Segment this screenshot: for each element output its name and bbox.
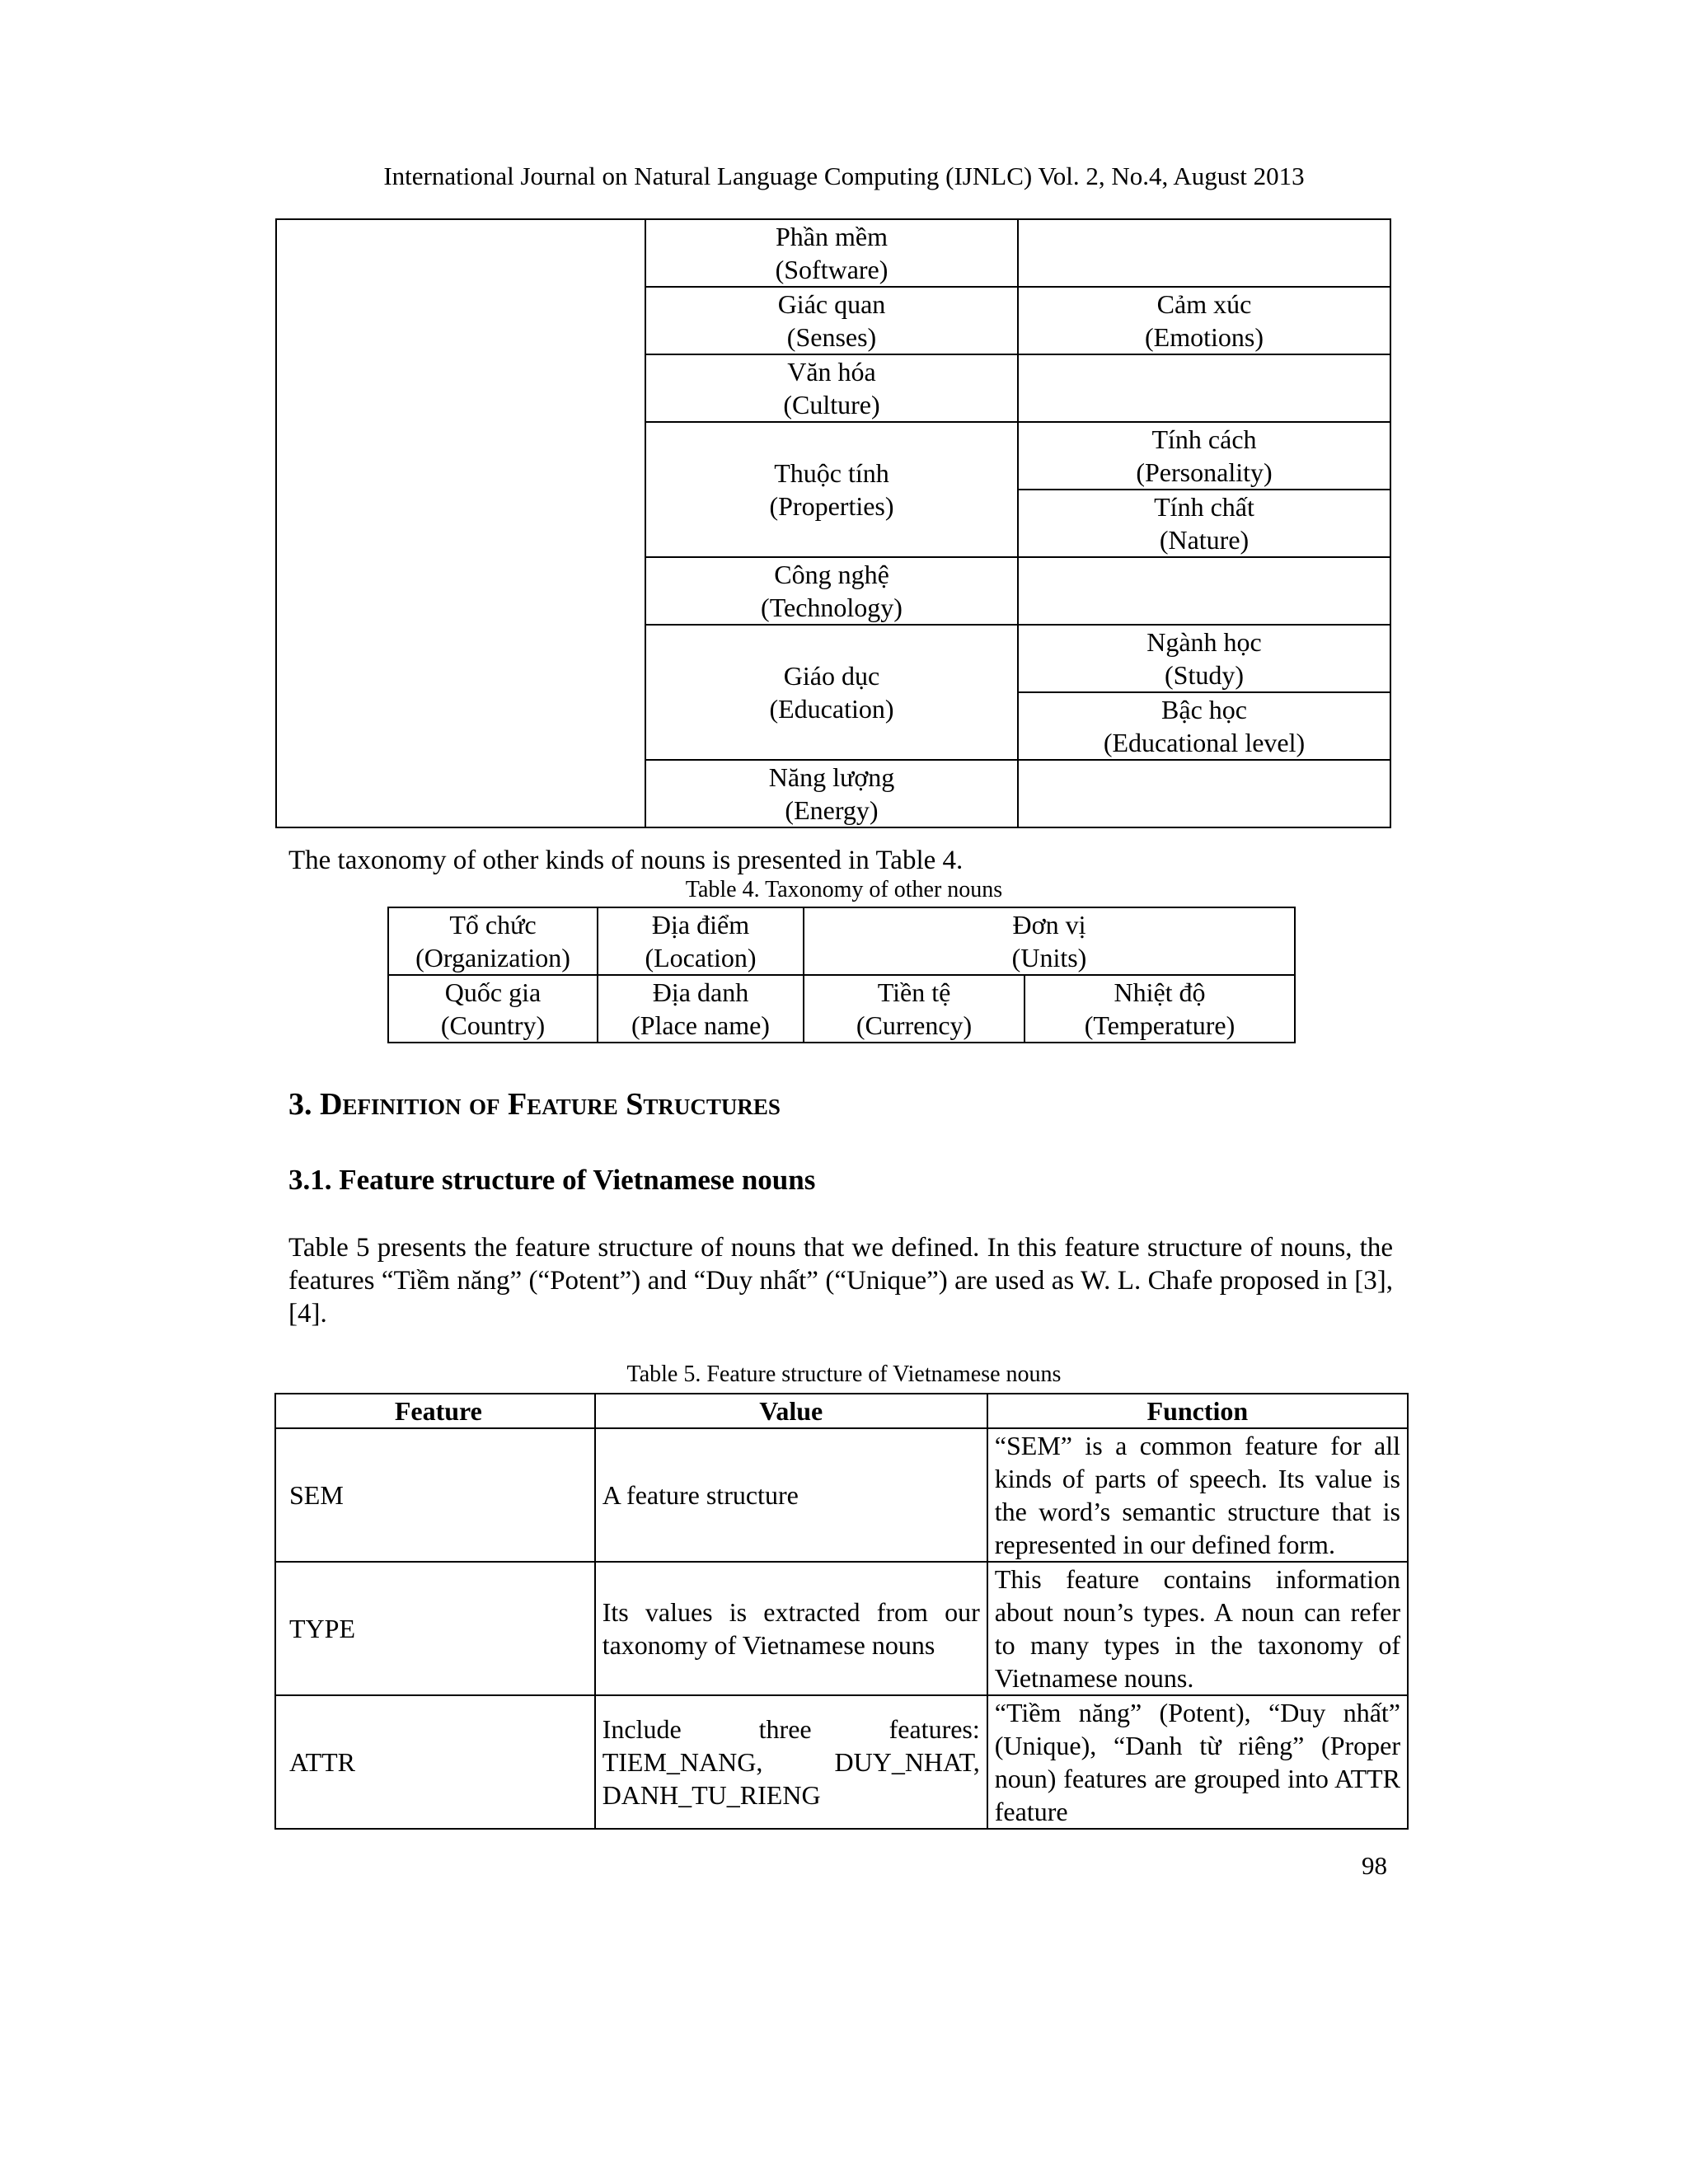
table-cell	[1018, 422, 1390, 490]
value-cell: Its values is extracted from our taxonomy of Vietnamese nouns	[595, 1562, 987, 1695]
table-row	[276, 219, 1390, 287]
table-cell	[645, 422, 1018, 557]
table-cell	[388, 975, 598, 1043]
table-cell	[804, 907, 1295, 975]
value-cell: A feature structure	[595, 1428, 987, 1562]
table-cell	[804, 975, 1025, 1043]
table-cell-empty	[1018, 354, 1390, 422]
function-cell: This feature contains information about noun’s types. A noun can refer to many types in the taxonomy of Vietnamese nouns.	[987, 1562, 1408, 1695]
column-header-function: Function	[987, 1394, 1408, 1428]
table-cell	[598, 907, 804, 975]
table-header-row	[275, 1394, 1408, 1428]
table-cell	[645, 287, 1018, 354]
table-cell-empty	[1018, 219, 1390, 287]
cell-line: Nhiệt độ	[1114, 977, 1206, 1007]
table-cell	[598, 975, 804, 1043]
cell-line: Thuộc tính	[774, 458, 889, 488]
cell-line: (Study)	[1165, 660, 1244, 690]
intro-table4-text: The taxonomy of other kinds of nouns is presented in Table 4.	[288, 846, 964, 875]
table-cell-empty	[1018, 557, 1390, 625]
table-cell-empty	[1018, 760, 1390, 827]
cell-line: (Country)	[440, 1010, 546, 1040]
table-row	[275, 1562, 1408, 1695]
function-cell: “Tiềm năng” (Potent), “Duy nhất” (Unique), “Danh từ riêng” (Proper noun) features are grouped into ATTR feature	[987, 1695, 1408, 1829]
column-header-feature: Feature	[275, 1394, 595, 1428]
feature-cell: TYPE	[275, 1562, 595, 1695]
cell-line: (Temperature)	[1084, 1010, 1236, 1040]
cell-line: Năng lượng	[768, 762, 895, 792]
function-cell: “SEM” is a common feature for all kinds of parts of speech. Its value is the word’s semantic structure that is represented in our defined form.	[987, 1428, 1408, 1562]
table-row	[275, 1428, 1408, 1562]
cell-line: Địa danh	[652, 977, 749, 1007]
taxonomy-other-nouns-table	[387, 907, 1296, 1043]
table4-caption: Table 4. Taxonomy of other nouns	[685, 877, 1003, 902]
table-cell	[388, 907, 598, 975]
cell-line: (Currency)	[856, 1010, 973, 1040]
cell-line: Địa điểm	[651, 910, 750, 940]
table-cell	[645, 760, 1018, 827]
feature-cell: ATTR	[275, 1695, 595, 1829]
value-cell: Include three features: TIEM_NANG, DUY_NHAT, DANH_TU_RIENG	[595, 1695, 987, 1829]
cell-line: Tổ chức	[449, 910, 537, 940]
cell-line: (Properties)	[769, 491, 894, 521]
cell-line: Ngành học	[1146, 627, 1262, 657]
cell-line: Tính cách	[1151, 424, 1257, 454]
cell-line: (Energy)	[785, 795, 879, 825]
feature-structure-table	[274, 1393, 1409, 1830]
cell-line: (Education)	[769, 694, 894, 724]
column-header-value: Value	[595, 1394, 987, 1428]
cell-line: Cảm xúc	[1156, 289, 1252, 319]
cell-line: (Location)	[645, 943, 757, 972]
table-row	[275, 1695, 1408, 1829]
table-row	[388, 907, 1295, 975]
table-cell	[1025, 975, 1295, 1043]
cell-line: (Technology)	[761, 593, 903, 622]
cell-line: Đơn vị	[1012, 910, 1086, 940]
cell-line: Giáo dục	[783, 661, 880, 691]
section-heading: 3. Definition of Feature Structures	[288, 1087, 781, 1122]
table-cell	[1018, 490, 1390, 557]
table-cell	[1018, 692, 1390, 760]
table-row	[388, 975, 1295, 1043]
table-cell	[645, 219, 1018, 287]
cell-line: (Personality)	[1136, 457, 1273, 487]
cell-line: (Nature)	[1159, 525, 1250, 555]
table-cell	[1018, 625, 1390, 692]
table-cell	[645, 557, 1018, 625]
subsection-heading: 3.1. Feature structure of Vietnamese nouns	[288, 1164, 816, 1196]
taxonomy-table-continued	[275, 218, 1391, 828]
table-cell	[645, 354, 1018, 422]
cell-line: Tiền tệ	[877, 977, 951, 1007]
cell-line: (Units)	[1011, 943, 1087, 972]
body-paragraph: Table 5 presents the feature structure of nouns that we defined. In this feature structure of nouns, the features “Tiềm năng” (“Potent”) and “Duy nhất” (“Unique”) are used as W. L. Chafe proposed in [3], [4].	[288, 1233, 1393, 1329]
table-cell	[645, 625, 1018, 760]
cell-line: (Educational level)	[1103, 728, 1306, 757]
cell-line: (Emotions)	[1145, 322, 1264, 352]
cell-line: Văn hóa	[787, 357, 876, 387]
cell-line: Bậc học	[1161, 695, 1247, 724]
running-header: International Journal on Natural Language Computing (IJNLC) Vol. 2, No.4, August 2013	[383, 162, 1305, 190]
cell-line: (Culture)	[783, 390, 880, 419]
cell-line: Phần mềm	[776, 222, 888, 251]
cell-line: Quốc gia	[444, 977, 542, 1007]
page-number: 98	[1362, 1851, 1387, 1880]
table-cell-empty	[276, 219, 645, 827]
cell-line: (Software)	[775, 255, 889, 284]
table5-caption: Table 5. Feature structure of Vietnamese nouns	[626, 1361, 1062, 1387]
cell-line: (Place name)	[631, 1010, 770, 1040]
feature-cell: SEM	[275, 1428, 595, 1562]
cell-line: Công nghệ	[774, 560, 889, 589]
table-cell	[1018, 287, 1390, 354]
cell-line: Tính chất	[1154, 492, 1254, 522]
cell-line: (Senses)	[786, 322, 877, 352]
cell-line: (Organization)	[415, 943, 570, 972]
cell-line: Giác quan	[777, 289, 886, 319]
